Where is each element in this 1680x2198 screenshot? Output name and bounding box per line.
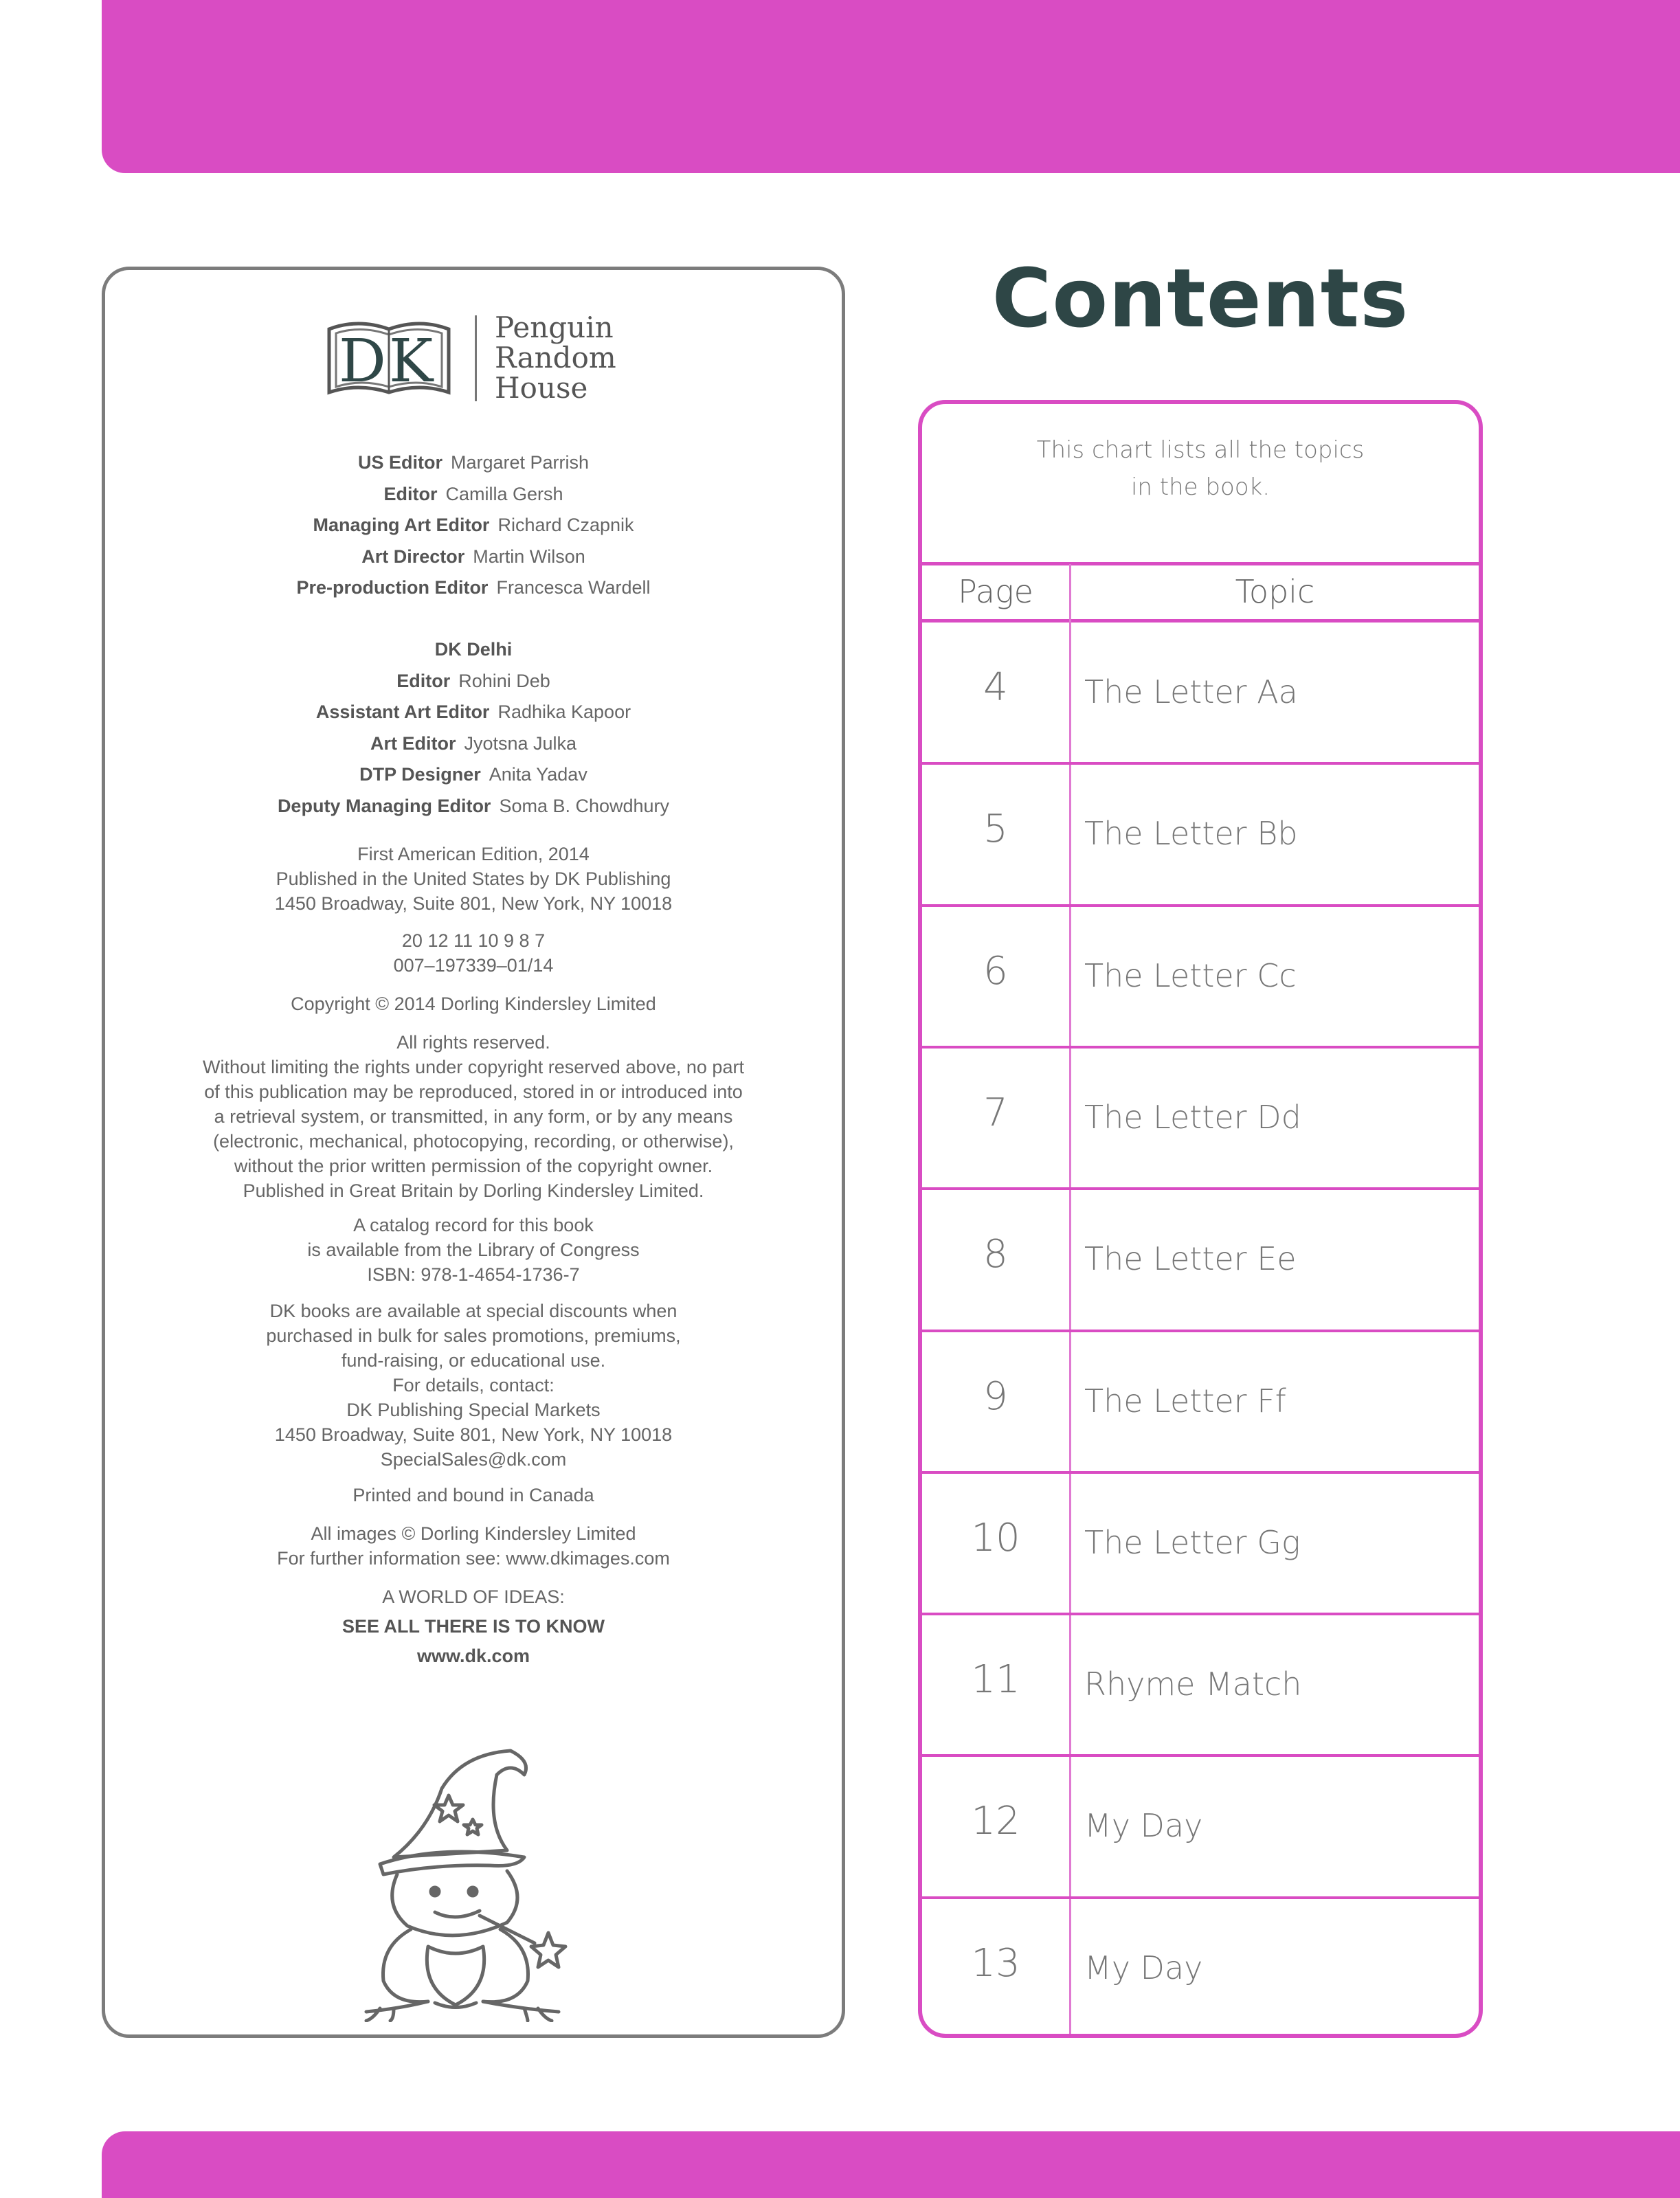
slogan-line: A WORLD OF IDEAS: bbox=[382, 1586, 565, 1607]
row-page-number: 12 bbox=[971, 1799, 1020, 1844]
text-line: Copyright © 2014 Dorling Kindersley Limited bbox=[291, 994, 656, 1014]
isbn: ISBN: 978-1-4654-1736-7 bbox=[367, 1264, 580, 1285]
top-color-band bbox=[102, 0, 1680, 173]
column-divider bbox=[1069, 564, 1071, 2034]
text-line: 20 12 11 10 9 8 7 bbox=[401, 930, 546, 951]
credit-line bbox=[105, 728, 842, 760]
credit-line bbox=[105, 510, 842, 541]
publisher-line: House bbox=[495, 371, 588, 405]
text-line: purchased in bulk for sales promotions, premiums, bbox=[266, 1325, 681, 1346]
text-line: is available from the Library of Congress bbox=[307, 1240, 640, 1260]
credit-role: Managing Art Editor bbox=[313, 515, 490, 535]
row-topic: The Letter Cc bbox=[1084, 956, 1297, 994]
text-line: Without limiting the rights under copyright reserved above, no part bbox=[203, 1057, 744, 1077]
credit-role: DTP Designer bbox=[359, 764, 481, 785]
table-intro bbox=[922, 431, 1479, 535]
row-topic: The Letter Dd bbox=[1084, 1098, 1301, 1136]
copyright bbox=[105, 991, 842, 1016]
row-topic: The Letter Aa bbox=[1084, 673, 1298, 710]
rights-notice bbox=[105, 1030, 842, 1203]
credit-name: Rohini Deb bbox=[458, 670, 550, 691]
text-line: All images © Dorling Kindersley Limited bbox=[311, 1523, 636, 1544]
sales-info bbox=[105, 1299, 842, 1472]
images-credit bbox=[105, 1521, 842, 1571]
text-line: 007–197339–01/14 bbox=[393, 955, 554, 976]
row-divider bbox=[922, 1046, 1479, 1048]
wizard-frog-illustration bbox=[352, 1747, 600, 2022]
credit-line bbox=[105, 697, 842, 728]
credit-role: Editor bbox=[396, 670, 451, 691]
credit-role: Assistant Art Editor bbox=[315, 702, 490, 722]
publisher-name bbox=[495, 313, 616, 403]
text-line: of this publication may be reproduced, stored in or introduced into bbox=[204, 1081, 743, 1102]
credit-name: Anita Yadav bbox=[489, 764, 587, 785]
row-divider bbox=[922, 1754, 1479, 1757]
intro-line: in the book. bbox=[1130, 473, 1270, 501]
text-line: First American Edition, 2014 bbox=[357, 844, 590, 864]
row-divider bbox=[922, 1896, 1479, 1899]
catalog-record bbox=[105, 1213, 842, 1287]
text-line: 1450 Broadway, Suite 801, New York, NY 10018 bbox=[274, 1424, 673, 1445]
text-line: DK books are available at special discounts when bbox=[269, 1301, 677, 1321]
text-line: For details, contact: bbox=[392, 1375, 555, 1395]
svg-text:K: K bbox=[389, 326, 434, 396]
row-page-number: 7 bbox=[983, 1090, 1008, 1135]
credit-name: Margaret Parrish bbox=[450, 452, 590, 473]
credit-line bbox=[105, 479, 842, 511]
row-topic: Rhyme Match bbox=[1084, 1666, 1302, 1703]
header-topic: Topic bbox=[1235, 573, 1315, 610]
divider bbox=[922, 562, 1479, 565]
text-line: All rights reserved. bbox=[396, 1032, 550, 1053]
credit-line bbox=[105, 447, 842, 479]
credit-line bbox=[105, 791, 842, 822]
row-topic: The Letter Ee bbox=[1084, 1240, 1297, 1278]
credit-name: Jyotsna Julka bbox=[464, 732, 577, 754]
delhi-heading: DK Delhi bbox=[434, 639, 513, 660]
row-topic: The Letter Bb bbox=[1084, 815, 1298, 853]
row-topic: The Letter Ff bbox=[1084, 1382, 1286, 1420]
credit-role: Art Director bbox=[361, 546, 465, 567]
publishing-info bbox=[105, 842, 842, 916]
divider bbox=[922, 619, 1479, 623]
publisher-line: Penguin bbox=[495, 311, 614, 344]
credit-name: Francesca Wardell bbox=[496, 577, 651, 598]
publisher-logo bbox=[324, 313, 616, 403]
slogan bbox=[105, 1582, 842, 1671]
row-page-number: 6 bbox=[983, 948, 1008, 994]
text-line: Published in Great Britain by Dorling Kindersley Limited. bbox=[243, 1180, 704, 1201]
text-line: Printed and bound in Canada bbox=[352, 1485, 594, 1505]
credit-name: Radhika Kapoor bbox=[497, 702, 631, 722]
svg-text:D: D bbox=[339, 326, 386, 396]
bottom-color-band bbox=[102, 2131, 1680, 2198]
page-title: Contents bbox=[992, 251, 1409, 346]
credit-line bbox=[105, 759, 842, 791]
imprint-panel bbox=[102, 267, 845, 2038]
text-line: fund-raising, or educational use. bbox=[341, 1350, 606, 1371]
text-line: DK Publishing Special Markets bbox=[346, 1400, 601, 1420]
row-topic: My Day bbox=[1084, 1949, 1203, 1986]
contents-table bbox=[918, 400, 1483, 2038]
credit-name: Camilla Gersh bbox=[445, 483, 563, 504]
row-topic: My Day bbox=[1084, 1807, 1203, 1845]
row-divider bbox=[922, 1187, 1479, 1190]
text-line: 1450 Broadway, Suite 801, New York, NY 10018 bbox=[274, 893, 673, 914]
credit-role: US Editor bbox=[357, 452, 443, 473]
credit-line bbox=[105, 572, 842, 604]
row-divider bbox=[922, 762, 1479, 765]
logo-divider bbox=[475, 315, 477, 401]
credit-line bbox=[105, 541, 842, 573]
row-divider bbox=[922, 904, 1479, 907]
print-codes bbox=[105, 928, 842, 978]
website-link[interactable]: www.dk.com bbox=[416, 1646, 530, 1666]
header-page: Page bbox=[958, 573, 1033, 610]
row-topic: The Letter Gg bbox=[1084, 1523, 1301, 1561]
text-line: without the prior written permission of the copyright owner. bbox=[234, 1156, 713, 1176]
email-link[interactable]: SpecialSales@dk.com bbox=[380, 1449, 567, 1470]
text-line: a retrieval system, or transmitted, in any form, or by any means bbox=[214, 1106, 733, 1127]
us-credits bbox=[105, 447, 842, 604]
row-page-number: 10 bbox=[971, 1515, 1020, 1560]
row-page-number: 9 bbox=[983, 1373, 1008, 1419]
intro-line: This chart lists all the topics bbox=[1036, 436, 1365, 464]
credit-role: Editor bbox=[383, 483, 438, 504]
printed-in bbox=[105, 1483, 842, 1507]
publisher-line: Random bbox=[495, 341, 616, 374]
text-line: (electronic, mechanical, photocopying, recording, or otherwise), bbox=[213, 1131, 734, 1152]
text-line: Published in the United States by DK Publishing bbox=[276, 868, 671, 889]
row-page-number: 4 bbox=[983, 665, 1008, 710]
credit-name: Richard Czapnik bbox=[497, 515, 634, 535]
credit-role: Art Editor bbox=[370, 732, 456, 754]
credit-role: Pre-production Editor bbox=[296, 577, 489, 598]
credit-line bbox=[105, 666, 842, 697]
credit-role: Deputy Managing Editor bbox=[277, 795, 491, 816]
row-page-number: 5 bbox=[983, 807, 1008, 852]
text-line: A catalog record for this book bbox=[353, 1215, 594, 1235]
row-divider bbox=[922, 1613, 1479, 1615]
row-page-number: 8 bbox=[983, 1232, 1008, 1277]
credit-name: Soma B. Chowdhury bbox=[499, 795, 670, 816]
row-divider bbox=[922, 1330, 1479, 1332]
row-divider bbox=[922, 1471, 1479, 1474]
text-line: For further information see: www.dkimages.com bbox=[277, 1548, 670, 1569]
dk-book-logo-icon bbox=[324, 315, 454, 401]
slogan-line: SEE ALL THERE IS TO KNOW bbox=[341, 1616, 605, 1637]
row-page-number: 13 bbox=[971, 1940, 1020, 1986]
delhi-credits bbox=[105, 634, 842, 822]
credit-name: Martin Wilson bbox=[473, 546, 585, 567]
row-page-number: 11 bbox=[971, 1657, 1020, 1703]
